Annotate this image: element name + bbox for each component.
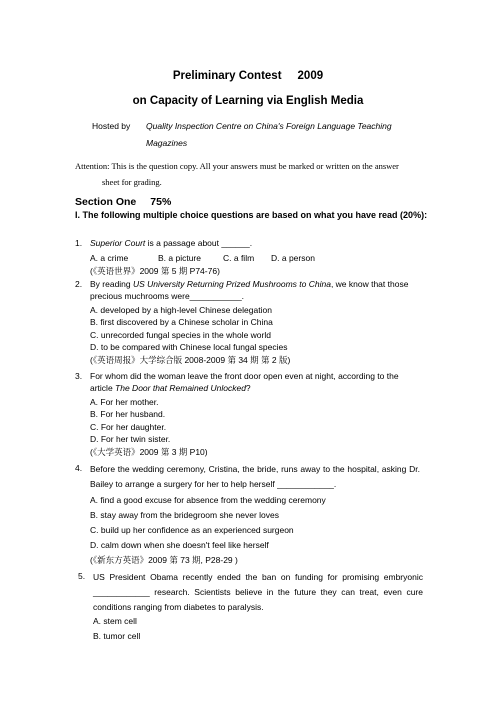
question-2 [75,278,435,368]
stem-pre: Before the wedding ceremony, Cristina, the bride, runs away to the hospital, asking Dr. Bailey to arrange a surgery for her to help herself ____________. [90,464,420,489]
title-text: Preliminary Contest [172,70,282,82]
option-b: B. For her husband. [90,409,166,419]
stem-post: , we know that those precious muchrooms were___________. [90,279,409,301]
question-source: (《大学英语》2009 第 3 期 P10) [90,447,208,457]
contest-title [0,69,496,83]
attention-line-1: Attention: This is the question copy. All your answers must be marked or written on the answer [75,161,399,171]
hosted-value: Quality Inspection Centre on China's Foreign Language Teaching Magazines [146,121,392,148]
stem-pre: For whom did the woman leave the front door open even at night, according to the article [90,371,399,393]
section-percent: 75% [150,196,172,208]
question-number: 4. [75,463,83,473]
question-source: (《英语周报》大学综合版 2008-2009 第 34 期 第 2 版) [90,355,291,365]
option-d: D. calm down when she doesn't feel like herself [90,540,269,550]
section-name: Section One [75,196,137,208]
option-b: B. tumor cell [93,631,141,641]
options-row [90,252,315,264]
option-a: A. developed by a high-level Chinese delegation [90,305,272,315]
option-d: D. a person [271,253,315,263]
option-c: C. build up her confidence as an experienced surgeon [90,525,294,535]
attention-note [75,158,440,190]
stem-post: is a passage about ______. [145,238,253,248]
option-b: B. stay away from the bridegroom she never loves [90,510,279,520]
question-number: 3. [75,371,83,381]
option-c: C. unrecorded fungal species in the whole world [90,330,271,340]
option-d: D. For her twin sister. [90,434,171,444]
question-stem [90,237,420,249]
option-b: B. first discovered by a Chinese scholar in China [90,317,273,327]
option-b: B. a picture [158,253,201,263]
option-d: D. to be compared with Chinese local fungal species [90,342,288,352]
question-1 [75,237,425,277]
option-a: A. find a good excuse for absence from the wedding ceremony [90,495,326,505]
title-year: 2009 [297,70,324,82]
question-stem [90,370,420,394]
section-title [75,196,171,208]
option-c: C. For her daughter. [90,422,167,432]
section-subtitle: I. The following multiple choice questions are based on what you have read (20%): [75,210,428,220]
option-a: A. a crime [90,253,129,263]
hosted-label: Hosted by [92,121,131,131]
stem-title: Superior Court [90,238,146,248]
stem-title: The Door that Remained Unlocked [115,383,246,393]
stem-post: ? [245,383,251,393]
option-a: A. stem cell [93,616,137,626]
question-stem [90,462,420,492]
question-number: 2. [75,279,83,289]
stem-pre: US President Obama recently ended the ban on funding for promising embryonic ____________ research. Scientists believe in the future they can treat, even cure conditions ranging from diabetes to paralysis. [93,572,423,612]
option-c: C. a film [223,253,255,263]
question-4 [75,462,435,565]
question-stem [90,278,420,302]
question-source: (《新东方英语》2009 第 73 期, P28-29 ) [90,555,238,565]
stem-title: US University Returning Prized Mushrooms to China [133,279,331,289]
question-number: 5. [78,571,86,581]
question-3 [75,370,435,460]
question-source: (《英语世界》2009 第 5 期 P74-76) [90,266,220,276]
option-a: A. For her mother. [90,397,159,407]
question-5 [78,570,438,670]
stem-pre: By reading [90,279,133,289]
question-stem [93,570,423,615]
question-number: 1. [75,238,83,248]
contest-subtitle: on Capacity of Learning via English Media [132,95,364,107]
attention-line-2: sheet for grading. [102,177,162,187]
